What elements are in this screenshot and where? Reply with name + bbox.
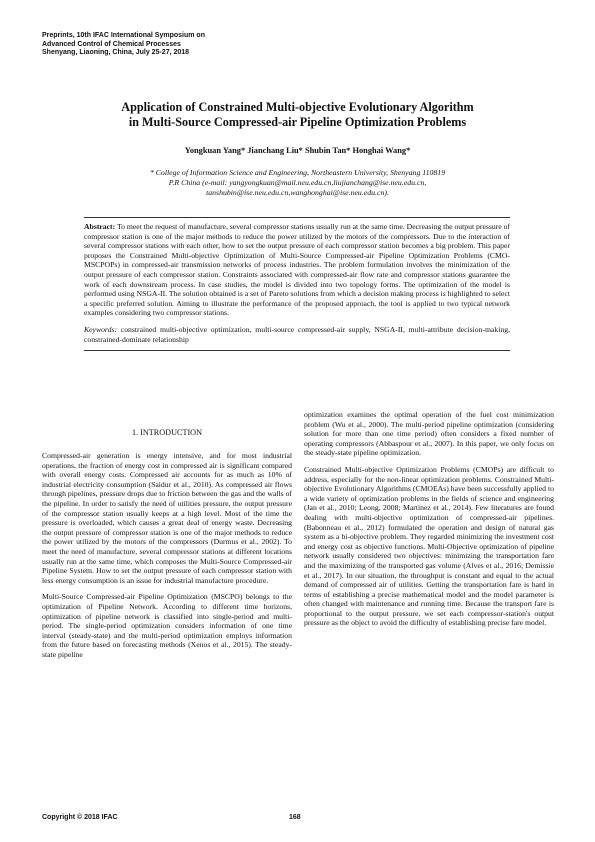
copyright-notice: Copyright © 2018 IFAC bbox=[42, 814, 118, 821]
affiliation-line-2: P.R China (e-mail: yangyongkuan@mail.neu.edu.cn,liujianchang@ise.neu.edu.cn, bbox=[168, 178, 427, 187]
abstract-section bbox=[84, 217, 510, 351]
page-number: 168 bbox=[289, 814, 301, 821]
title-line-2: in Multi-Source Compressed-air Pipeline Optimization Problems bbox=[128, 115, 467, 129]
right-column bbox=[304, 410, 554, 635]
header-line-1: Preprints, 10th IFAC International Symposium on bbox=[42, 32, 205, 39]
affiliation-line-3: tanshubin@ise.neu.edu.cn,wanghonghai@ise.neu.edu.cn). bbox=[206, 188, 389, 197]
header-line-2: Advanced Control of Chemical Processes bbox=[42, 40, 181, 48]
affiliation-line-1: * College of Information Science and Engineering, Northeastern University, Shenyang 110819 bbox=[149, 168, 446, 177]
title-line-1: Application of Constrained Multi-objective Evolutionary Algorithm bbox=[121, 100, 474, 114]
author-list: Yongkuan Yang* Jianchang Liu* Shubin Tan* Honghai Wang* bbox=[184, 146, 411, 155]
paragraph: Constrained Multi-objective Optimization Problems (CMOPs) are difficult to address, especially for the non-linear optimization problems. Constrained Multi-objective Evolutionary Algorithms (CMOEAs) have been successfully applied to a wide variety of optimization problems in the fields of science and engineering (Jan et al., 2010; Leong, 2008; Martinez et al., 2014). Few literatures are found dealing with multi-objective optimization of compressed-air pipelines. (Babonneau et al., 2012) formulated the operation and design of natural gas system as a bi-objective problem. They regarded minimizing the investment cost and energy cost as objective functions. Multi-Objective optimization of pipeline network usually considered two objectives: minimizing the transportation fare and the maximizing of the transported gas volume (Alves et al., 2016; Demissie et al., 2017). In our situation, the throughput is constant and equal to the actual demand of compressed air of utilities. Getting the transportation fare is hard in terms of establishing a precise mathematical model and the model parameter is often changed with maintenance and running time. Because the transport fare is proportional to the output pressure, we set each compressor-station's output pressure as the object to avoid the difficulty of establishing precise fare model. bbox=[304, 464, 554, 628]
abstract bbox=[84, 222, 510, 318]
keywords-label: Keywords: bbox=[84, 324, 118, 334]
paper-title bbox=[40, 100, 555, 130]
paragraph: Multi-Source Compressed-air Pipeline Optimization (MSCPO) belongs to the optimization of Pipeline Network. According to different time horizons, optimization of pipeline network is classified into single-period and multi-period. The single-period optimization considers information of one time interval (steady-state) and the multi-period optimization employs information from the future based on forecasting methods (Xenos et al., 2015). The steady-state pipeline bbox=[42, 592, 292, 659]
left-column bbox=[42, 451, 292, 666]
paragraph: optimization examines the optimal operation of the fuel cost minimization problem (Wu et al., 2000). The multi-period pipeline optimization (considering solution for more than one time period) often considers a fixed number of operating compressors (Abbaspour et al., 2007). In this paper, we only focus on the steady-state pipeline optimization. bbox=[304, 410, 554, 458]
abstract-text: To meet the request of manufacture, several compressor stations usually run at the same time. Decreasing the output pressure of compressor station is one of the major methods to reduce the power utilized by the motors of the compressors. Due to the interaction of several compressor stations with each other, how to set the output pressure of each compressor station becomes a big problem. This paper proposes the Constrained Multi-objective Optimization of Multi-Source Compressed-air Pipeline Optimization Problems (CMO-MSCPOPs) in compressed-air transmission networks of process industries. The problem formulation involves the minimization of the output pressure of each compressor station. Constraints associated with compressed-air flow rate and compressor stations guarantee the work of each downstream process. In case studies, the model is divided into two topology forms. The optimization of the model is performed using NSGA-II. The solution obtained is a set of Pareto solutions from which a decision making process is highlighted to select a specific preferred solution. Aiming to illustrate the performance of the proposed approach, the tool is applied to two typical network examples considering two compressor stations. bbox=[84, 222, 511, 318]
paragraph: Compressed-air generation is energy intensive, and for most industrial operations, the fraction of energy cost in compressed air is significant compared with overall energy costs. Compressed air accounts for as much as 10% of industrial electricity consumption (Saidur et al., 2010). As compressed air flows through pipelines, pressure drops due to friction between the gas and the walls of the pipeline. In order to satisfy the need of utilities pressure, the output pressure of the compressor station usually keeps at a high level. Most of the time the pressure is overloaded, which causes a great deal of energy waste. Decreasing the output pressure of compressor station is one of the major methods to reduce the power utilized by the motors of the compressors (Durmus et al., 2002). To meet the need of manufacture, several compressor stations at different locations usually run at the same time, which composes the Multi-Source Compressed-air Pipeline System. How to set the output pressure of each compressor station with less energy consumption is an issue for industrial manufacture procedure. bbox=[42, 451, 292, 585]
keywords bbox=[84, 325, 510, 344]
abstract-label: Abstract: bbox=[84, 222, 116, 231]
header-line-3: Shenyang, Liaoning, China, July 25-27, 2018 bbox=[42, 49, 190, 56]
keywords-text: constrained multi-objective optimization, multi-source compressed-air supply, NSGA-II, multi-attribute decision-making, constrained-dominate relationship bbox=[84, 324, 510, 344]
section-heading-introduction: 1. INTRODUCTION bbox=[131, 428, 203, 437]
conference-header bbox=[42, 32, 205, 58]
affiliation bbox=[60, 168, 535, 198]
